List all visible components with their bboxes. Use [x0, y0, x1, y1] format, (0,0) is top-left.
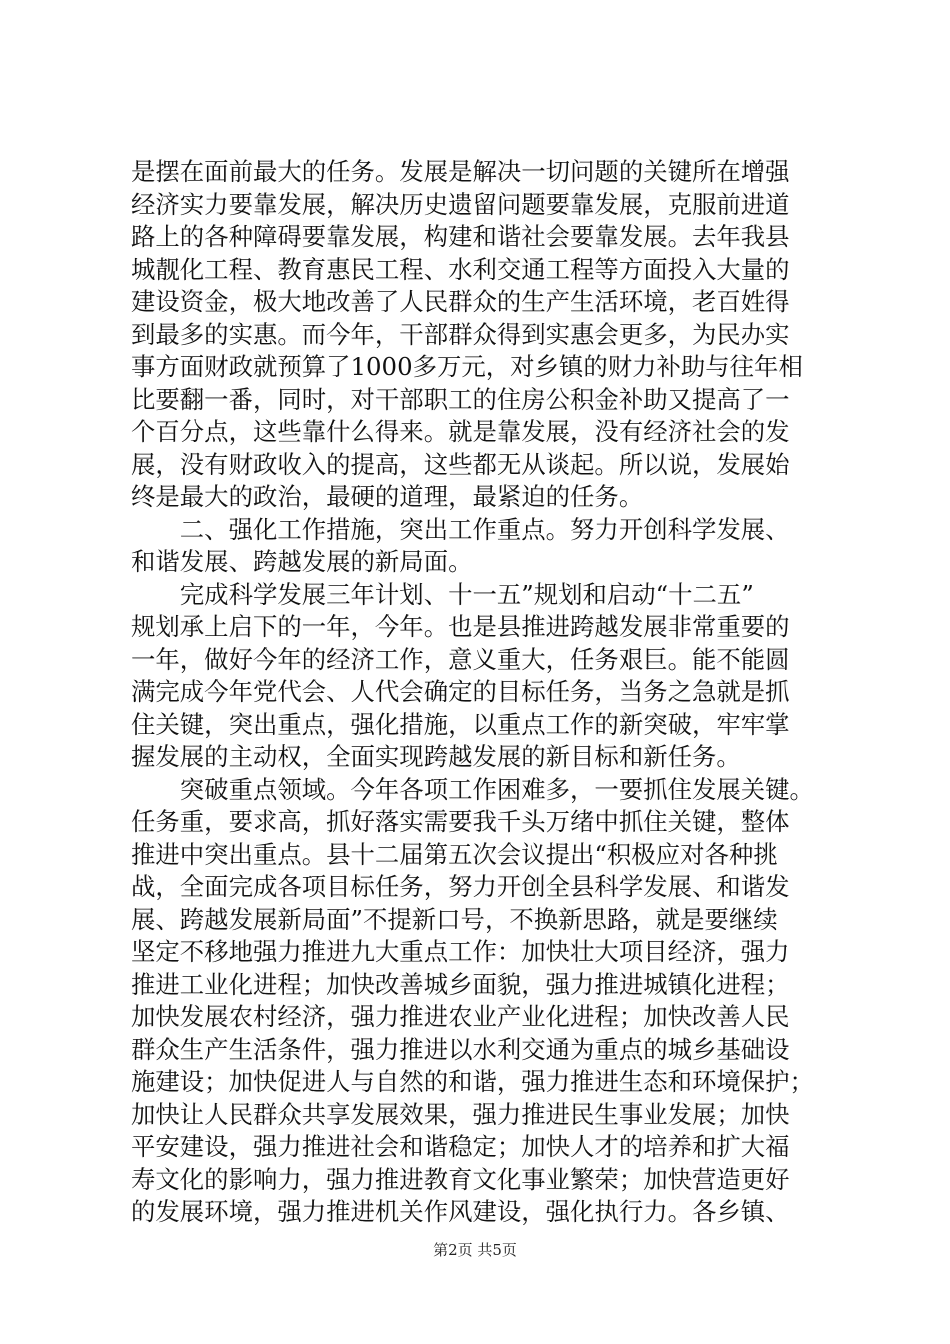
section-heading-line: 二、强化工作措施，突出工作重点。努力开创科学发展、 — [131, 514, 790, 544]
section-heading-line: 和谐发展、跨越发展的新局面。 — [131, 547, 473, 576]
text-line: 完成科学发展三年计划、十一五”规划和启动“十二五” — [131, 579, 754, 609]
text-line: 展，没有财政收入的提高，这些都无从谈起。所以说，发展始 — [131, 449, 790, 479]
text-line: 展、跨越发展新局面”不提新口号，不换新思路，就是要继续 — [131, 904, 778, 934]
text-line: 的发展环境，强力推进机关作风建设，强化执行力。各乡镇、 — [131, 1197, 790, 1226]
text-line: 事方面财政就预算了1000多万元，对乡镇的财力补助与往年相 — [131, 352, 803, 381]
text-line: 平安建设，强力推进社会和谐稳定；加快人才的培养和扩大福 — [131, 1132, 790, 1161]
text-line: 终是最大的政治，最硬的道理，最紧迫的任务。 — [131, 482, 644, 511]
page-number: 第2页 共5页 — [433, 1241, 517, 1259]
text-line: 住关键，突出重点，强化措施，以重点工作的新突破，牢牢掌 — [131, 709, 790, 739]
text-line: 比要翻一番，同时，对干部职工的住房公积金补助又提高了一 — [131, 384, 790, 414]
text-line: 城靓化工程、教育惠民工程、水利交通工程等方面投入大量的 — [131, 254, 790, 284]
document-body — [131, 156, 831, 1229]
text-line: 推进中突出重点。县十二届第五次会议提出“积极应对各种挑 — [131, 839, 778, 869]
text-line: 到最多的实惠。而今年，干部群众得到实惠会更多，为民办实 — [131, 319, 790, 349]
text-line: 加快让人民群众共享发展效果，强力推进民生事业发展；加快 — [131, 1099, 790, 1129]
text-line: 个百分点，这些靠什么得来。就是靠发展，没有经济社会的发 — [131, 417, 790, 446]
text-line: 加快发展农村经济，强力推进农业产业化进程；加快改善人民 — [131, 1002, 790, 1031]
text-line: 任务重，要求高，抓好落实需要我千头万绪中抓住关键，整体 — [131, 807, 790, 836]
text-line: 是摆在面前最大的任务。发展是解决一切问题的关键所在增强 — [131, 157, 790, 186]
text-line: 经济实力要靠发展，解决历史遗留问题要靠发展，克服前进道 — [131, 189, 790, 219]
text-line: 满完成今年党代会、人代会确定的目标任务，当务之急就是抓 — [131, 677, 790, 706]
page-footer — [0, 1240, 950, 1260]
text-line: 突破重点领域。今年各项工作困难多，一要抓住发展关键。 — [131, 774, 814, 804]
text-line: 路上的各种障碍要靠发展，构建和谐社会要靠发展。去年我县 — [131, 222, 790, 251]
text-line: 握发展的主动权，全面实现跨越发展的新目标和新任务。 — [131, 742, 741, 771]
text-line: 建设资金，极大地改善了人民群众的生产生活环境，老百姓得 — [131, 287, 790, 316]
text-line: 群众生产生活条件，强力推进以水利交通为重点的城乡基础设 — [131, 1034, 790, 1064]
text-line: 推进工业化进程；加快改善城乡面貌，强力推进城镇化进程； — [131, 969, 790, 999]
text-line: 一年，做好今年的经济工作，意义重大，任务艰巨。能不能圆 — [131, 644, 790, 674]
text-line: 规划承上启下的一年，今年。也是县推进跨越发展非常重要的 — [131, 612, 790, 641]
text-line: 坚定不移地强力推进九大重点工作：加快壮大项目经济，强力 — [131, 937, 790, 966]
text-line: 施建设；加快促进人与自然的和谐，强力推进生态和环境保护； — [131, 1067, 814, 1096]
text-line: 寿文化的影响力，强力推进教育文化事业繁荣；加快营造更好 — [131, 1164, 790, 1194]
text-line: 战，全面完成各项目标任务，努力开创全县科学发展、和谐发 — [131, 872, 790, 901]
